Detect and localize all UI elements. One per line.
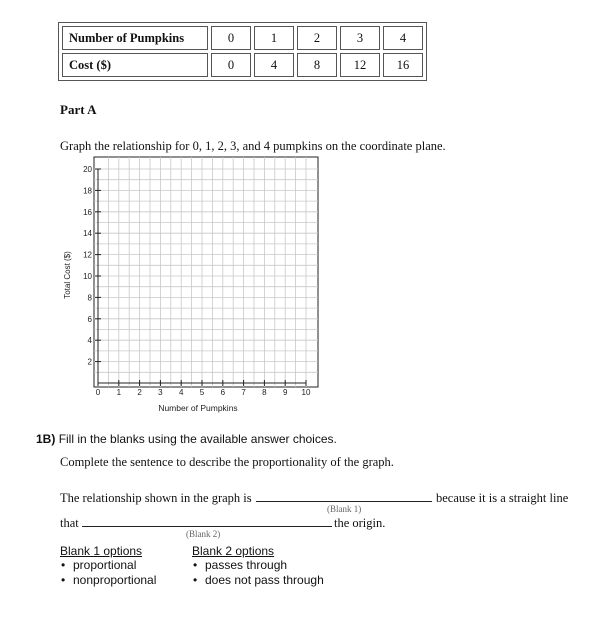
sentence-that: that	[60, 516, 79, 530]
table-row	[62, 53, 423, 77]
coordinate-plane[interactable]	[58, 155, 324, 417]
table-cell: 12	[340, 53, 380, 77]
table-cell: 16	[383, 53, 423, 77]
table-cell: 0	[211, 53, 251, 77]
blank-1-option[interactable]: • proportional	[60, 558, 156, 573]
table-cell: 4	[383, 26, 423, 50]
x-tick-label: 7	[241, 388, 246, 397]
y-tick-label: 16	[83, 207, 92, 217]
y-tick-label: 2	[87, 357, 92, 367]
table-cell: 1	[254, 26, 294, 50]
y-tick-label: 6	[87, 314, 92, 324]
plot-area	[94, 157, 318, 387]
table-cell: 2	[297, 26, 337, 50]
part-a-title: Part A	[60, 102, 97, 117]
sentence-mid: because it is a straight line	[436, 491, 569, 505]
sentence-start: The relationship shown in the graph is	[60, 491, 252, 505]
y-tick-label: 10	[83, 272, 92, 281]
y-tick-label: 20	[83, 165, 92, 174]
y-axis-label: Total Cost ($)	[63, 251, 72, 299]
blank-2-options-title: Blank 2 options	[192, 544, 275, 558]
x-tick-label: 4	[178, 388, 184, 397]
pumpkin-cost-table	[58, 22, 427, 81]
table-cell: 3	[340, 26, 380, 50]
table-row-header: Number of Pumpkins	[62, 26, 208, 50]
blank-2-options-list	[192, 558, 324, 588]
x-tick-label: 1	[116, 388, 122, 397]
part-a-instruction: Graph the relationship for 0, 1, 2, 3, and 4 pumpkins on the coordinate plane.	[60, 139, 446, 153]
blank-2-option[interactable]: • passes through	[192, 558, 324, 573]
y-tick-label: 18	[83, 186, 92, 196]
question-1b-label	[36, 432, 337, 446]
table-cell: 0	[211, 26, 251, 50]
question-1b-instruction: Fill in the blanks using the available answer choices.	[58, 432, 337, 446]
y-tick-label: 14	[83, 229, 92, 239]
blank-1-field[interactable]	[256, 501, 432, 502]
y-tick-label: 4	[87, 336, 92, 346]
table-cell: 8	[297, 53, 337, 77]
x-axis-label: Number of Pumpkins	[158, 403, 238, 413]
table-cell: 4	[254, 53, 294, 77]
blank-1-label: (Blank 1)	[327, 504, 362, 514]
blank-2-label: (Blank 2)	[186, 529, 221, 539]
y-tick-label: 8	[87, 293, 92, 303]
x-tick-label: 8	[262, 388, 267, 397]
question-number: 1B)	[36, 432, 56, 446]
x-tick-label: 9	[282, 388, 288, 397]
x-tick-label: 5	[199, 388, 205, 397]
x-tick-label: 2	[137, 388, 142, 397]
x-tick-label: 6	[220, 388, 226, 397]
x-tick-label: 0	[95, 388, 101, 397]
question-1b-sub-instruction: Complete the sentence to describe the proportionality of the graph.	[60, 455, 394, 469]
blank-1-option[interactable]: • nonproportional	[60, 573, 156, 588]
blank-1-options-title: Blank 1 options	[60, 544, 143, 558]
blank-2-field[interactable]	[82, 526, 332, 527]
table-row-header: Cost ($)	[62, 53, 208, 77]
x-tick-label: 10	[301, 388, 311, 397]
table-row	[62, 26, 423, 50]
y-tick-label: 12	[83, 250, 92, 260]
blank-1-options-list	[60, 558, 156, 588]
x-tick-label: 3	[158, 388, 163, 397]
blank-2-option[interactable]: • does not pass through	[192, 573, 324, 588]
sentence-end: the origin.	[334, 516, 386, 530]
